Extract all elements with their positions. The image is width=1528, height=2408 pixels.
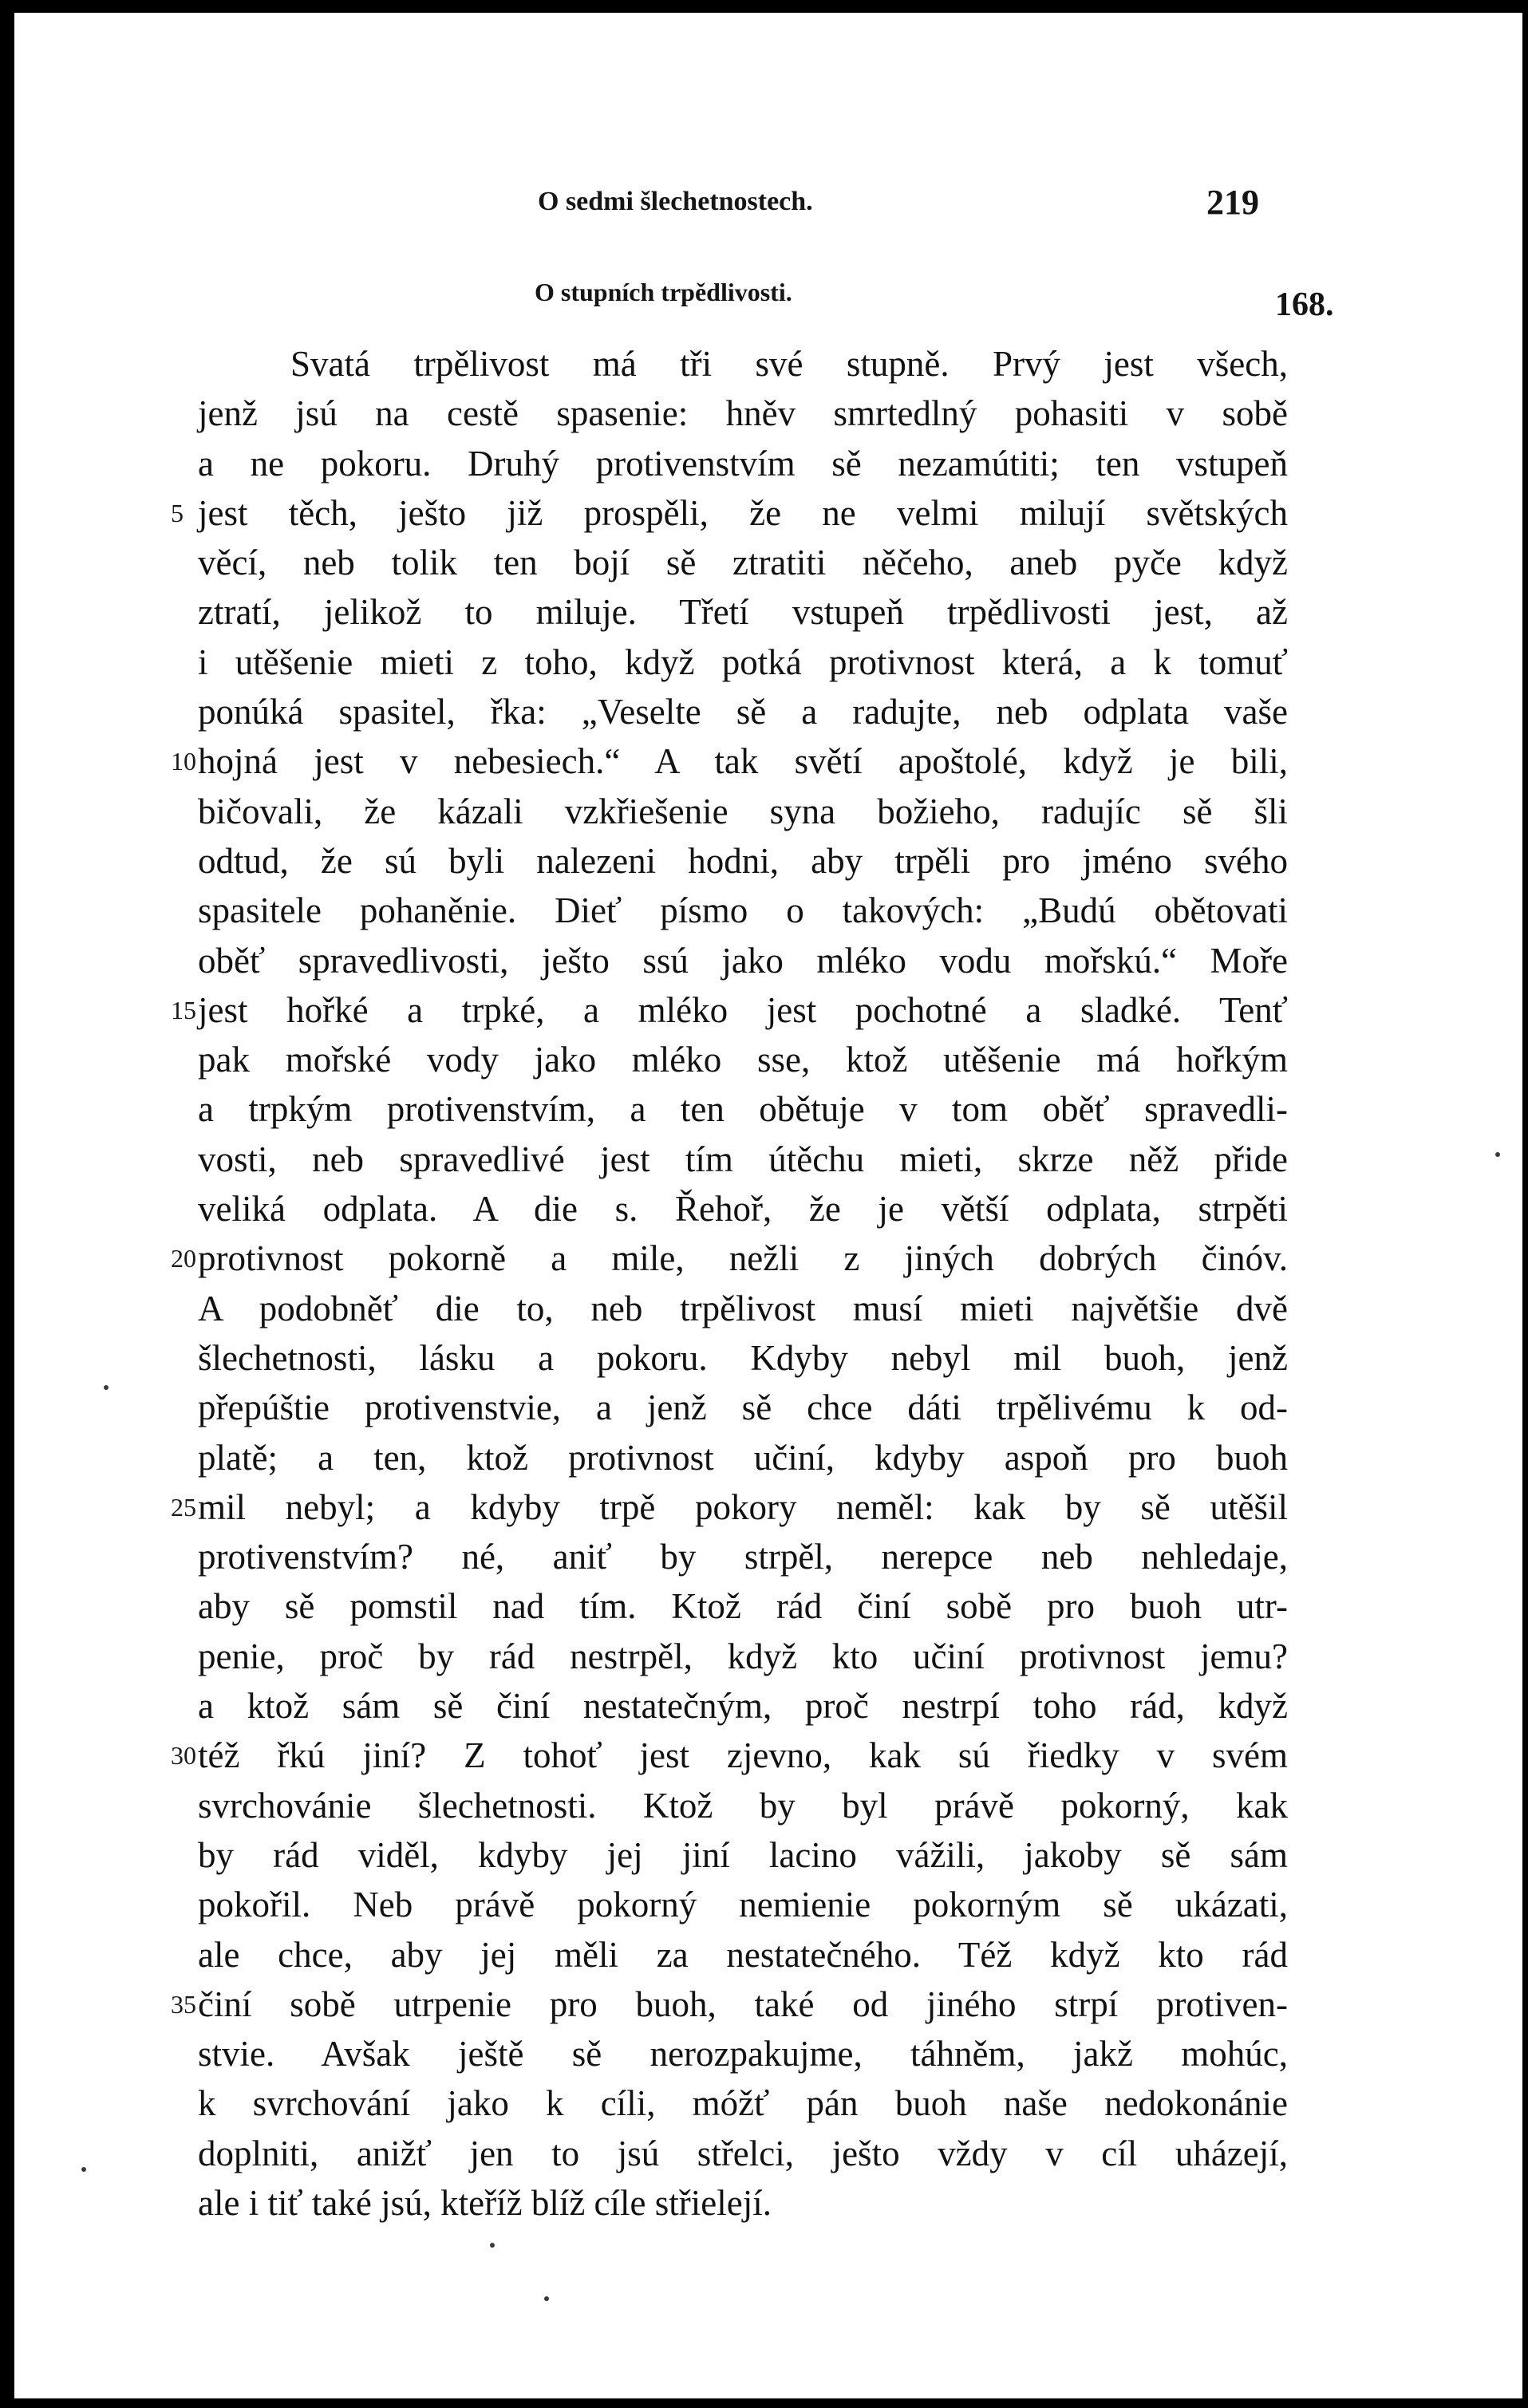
line-text: přepúštie protivenstvie, a jenž sě chce dáti trpělivému k od-	[198, 1388, 1288, 1428]
text-line	[14, 1833, 1522, 1882]
text-line	[14, 2131, 1522, 2181]
text-line	[14, 391, 1522, 440]
line-text: ztratí, jelikož to miluje. Třetí vstupeň trpědlivosti jest, až	[198, 592, 1288, 633]
line-text: Svatá trpělivost má tři své stupně. Prvý jest všech,	[290, 344, 1288, 384]
line-text: jenž jsú na cestě spasenie: hněv smrtedlný pohasiti v sobě	[198, 393, 1288, 434]
text-line	[14, 689, 1522, 739]
text-line	[14, 1634, 1522, 1684]
text-line	[14, 839, 1522, 888]
text-line	[14, 1584, 1522, 1633]
line-text: stvie. Avšak ještě sě nerozpakujme, táhněm, jakž mohúc,	[198, 2034, 1288, 2074]
line-text: jest těch, ješto již prospěli, že ne velmi milují světských	[198, 492, 1288, 533]
line-text: svrchovánie šlechetnosti. Ktož by byl právě pokorný, kak	[198, 1785, 1288, 1826]
line-number: 25	[171, 1492, 196, 1522]
page-number: 219	[1206, 183, 1259, 222]
text-line	[14, 1236, 1522, 1285]
text-line	[14, 1336, 1522, 1385]
text-line	[14, 938, 1522, 988]
margin-folio: 168.	[1275, 286, 1334, 323]
text-line	[14, 1932, 1522, 1982]
line-text: bičovali, že kázali vzkřiešenie syna božieho, radujíc sě šli	[198, 791, 1288, 831]
line-text: činí sobě utrpenie pro buoh, také od jiného strpí protiven-	[198, 1984, 1288, 2024]
text-line	[14, 1385, 1522, 1435]
line-number: 10	[171, 747, 196, 776]
text-line	[14, 2181, 1522, 2230]
section-title: O stupních trpědlivosti.	[535, 278, 792, 306]
text-line	[14, 1286, 1522, 1336]
line-number: 5	[171, 498, 184, 527]
line-text: penie, proč by rád nestrpěl, když kto učiní protivnost jemu?	[198, 1636, 1288, 1676]
text-line	[14, 789, 1522, 839]
print-speck	[81, 2167, 86, 2172]
line-text: oběť spravedlivosti, ješto ssú jako mléko vodu mořskú.“ Moře	[198, 940, 1288, 981]
line-text: protivenstvím? né, aniť by strpěl, nerepce neb nehledaje,	[198, 1537, 1288, 1577]
line-text: hojná jest v nebesiech.“ A tak světí apoštolé, když je bili,	[198, 741, 1288, 782]
text-line	[14, 1435, 1522, 1485]
line-text: k svrchování jako k cíli, móžť pán buoh naše nedokonánie	[198, 2083, 1288, 2124]
line-text: platě; a ten, ktož protivnost učiní, kdyby aspoň pro buoh	[198, 1437, 1288, 1478]
line-number: 15	[171, 995, 196, 1024]
text-line	[14, 590, 1522, 639]
line-text: a ktož sám sě činí nestatečným, proč nestrpí toho rád, když	[198, 1686, 1288, 1727]
line-text: doplniti, anižť jen to jsú střelci, ješto vždy v cíl uházejí,	[198, 2133, 1288, 2173]
text-line	[14, 1684, 1522, 1733]
line-text: by rád viděl, kdyby jej jiní lacino vážili, jakoby sě sám	[198, 1834, 1288, 1875]
line-text: ale chce, aby jej měli za nestatečného. Též když kto rád	[198, 1934, 1288, 1975]
line-text: pak mořské vody jako mléko sse, ktož utěšenie má hořkým	[198, 1040, 1288, 1080]
line-text: ale i tiť také jsú, kteříž blíž cíle střielejí.	[198, 2182, 772, 2223]
line-text: věcí, neb tolik ten bojí sě ztratiti něčeho, aneb pyče když	[198, 543, 1288, 583]
print-speck	[490, 2243, 495, 2248]
text-line	[14, 1982, 1522, 2031]
line-text: ponúká spasitel, řka: „Veselte sě a radujte, neb odplata vaše	[198, 692, 1288, 732]
text-line	[14, 1137, 1522, 1186]
line-text: a trpkým protivenstvím, a ten obětuje v tom oběť spravedli-	[198, 1089, 1288, 1130]
text-line	[14, 441, 1522, 491]
line-text: též řkú jiní? Z tohoť jest zjevno, kak sú řiedky v svém	[198, 1735, 1288, 1776]
running-title: O sedmi šlechetnostech.	[538, 187, 813, 216]
line-text: spasitele pohaněnie. Dieť písmo o takových: „Budú obětovati	[198, 890, 1288, 931]
text-line	[14, 1534, 1522, 1584]
line-text: protivnost pokorně a mile, nežli z jiných dobrých činóv.	[198, 1238, 1288, 1279]
line-text: šlechetnosti, lásku a pokoru. Kdyby nebyl mil buoh, jenž	[198, 1337, 1288, 1378]
line-text: jest hořké a trpké, a mléko jest pochotné a sladké. Tenť	[198, 989, 1288, 1030]
text-line	[14, 1186, 1522, 1236]
text-line	[14, 2031, 1522, 2081]
line-number: 20	[171, 1244, 196, 1273]
text-line	[14, 1733, 1522, 1782]
text-line	[14, 1783, 1522, 1833]
text-line	[14, 341, 1522, 391]
text-line	[14, 888, 1522, 938]
print-speck	[544, 2296, 549, 2301]
print-speck	[1495, 1152, 1500, 1157]
text-line	[14, 2081, 1522, 2130]
body-text	[14, 341, 1522, 2230]
text-line	[14, 1485, 1522, 1534]
line-text: odtud, že sú byli nalezeni hodni, aby trpěli pro jméno svého	[198, 840, 1288, 881]
text-line	[14, 640, 1522, 689]
line-text: A podobněť die to, neb trpělivost musí mieti najvětšie dvě	[198, 1288, 1288, 1328]
text-line	[14, 739, 1522, 788]
line-text: aby sě pomstil nad tím. Ktož rád činí sobě pro buoh utr-	[198, 1586, 1288, 1627]
running-head	[14, 183, 1522, 235]
text-line	[14, 540, 1522, 590]
text-line	[14, 491, 1522, 540]
line-text: vosti, neb spravedlivé jest tím útěchu mieti, skrze něž přide	[198, 1139, 1288, 1179]
text-line	[14, 1882, 1522, 1932]
line-text: a ne pokoru. Druhý protivenstvím sě nezamútiti; ten vstupeň	[198, 443, 1288, 484]
line-number: 35	[171, 1989, 196, 2019]
book-page	[14, 13, 1522, 2398]
text-line	[14, 1087, 1522, 1136]
line-text: pokořil. Neb právě pokorný nemienie pokorným sě ukázati,	[198, 1885, 1288, 1925]
text-line	[14, 988, 1522, 1037]
print-speck	[104, 1385, 109, 1390]
line-number: 30	[171, 1741, 196, 1770]
line-text: mil nebyl; a kdyby trpě pokory neměl: kak by sě utěšil	[198, 1486, 1288, 1527]
text-line	[14, 1037, 1522, 1087]
line-text: i utěšenie mieti z toho, když potká protivnost která, a k tomuť	[198, 641, 1288, 682]
line-text: veliká odplata. A die s. Řehoř, že je větší odplata, strpěti	[198, 1189, 1288, 1230]
